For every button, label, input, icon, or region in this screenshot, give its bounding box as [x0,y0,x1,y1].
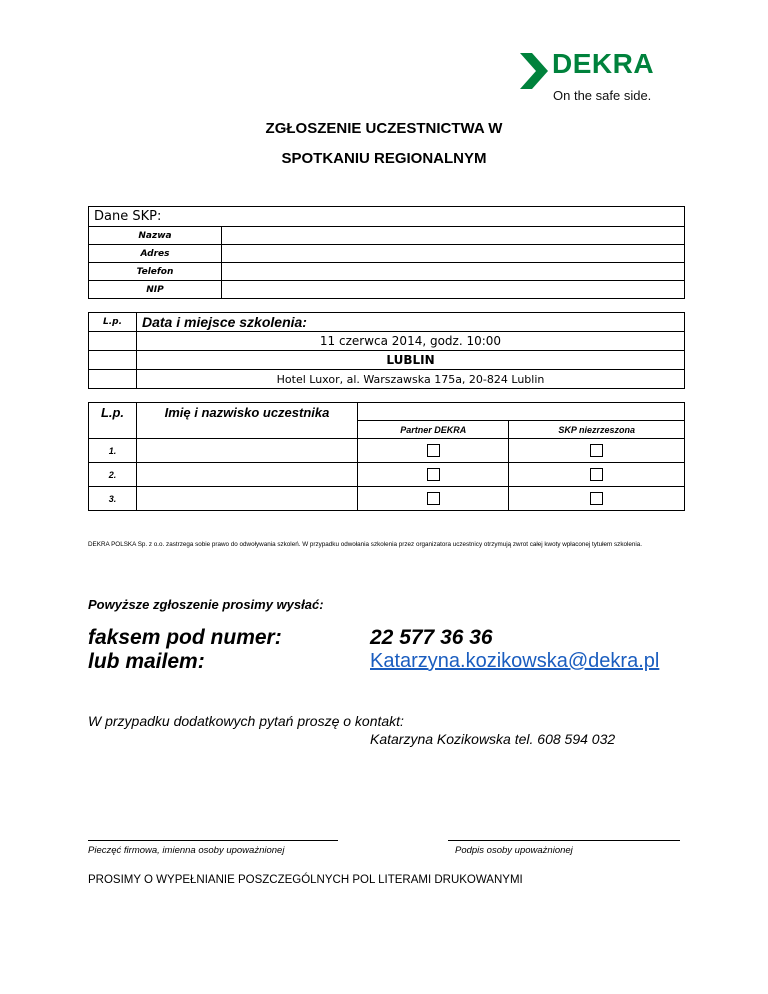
col-partner-dekra: Partner DEKRA [358,421,509,439]
contact-question: W przypadku dodatkowych pytań proszę o kontakt: [88,713,404,729]
skp-nazwa-field[interactable] [222,227,685,245]
row-number: 3. [89,487,137,511]
participant-name-field[interactable] [137,439,358,463]
training-table [88,312,685,389]
email-link[interactable]: Katarzyna.kozikowska@dekra.pl [370,650,660,672]
skp-nip-field[interactable] [222,281,685,299]
fax-label: faksem pod numer: [88,626,282,649]
skp-label-telefon: Telefon [89,263,222,281]
skp-heading: Dane SKP: [89,207,685,227]
logo-text: DEKRA [552,48,655,79]
row-number: 1. [89,439,137,463]
skp-niezrzeszona-checkbox[interactable] [590,444,603,457]
participants-name-label: Imię i nazwisko uczestnika [137,403,358,439]
send-label: Powyższe zgłoszenie prosimy wysłać: [88,597,324,612]
page-title-line2: SPOTKANIU REGIONALNYM [281,150,487,167]
skp-label-adres: Adres [89,245,222,263]
skp-label-nazwa: Nazwa [89,227,222,245]
col-skp-niezrzeszona: SKP niezrzeszona [509,421,685,439]
row-number: 2. [89,463,137,487]
training-address: Hotel Luxor, al. Warszawska 175a, 20-824 Lublin [137,370,685,389]
participants-table [88,402,685,511]
skp-telefon-field[interactable] [222,263,685,281]
partner-dekra-checkbox[interactable] [427,492,440,505]
skp-niezrzeszona-checkbox[interactable] [590,492,603,505]
partner-dekra-checkbox[interactable] [427,444,440,457]
skp-niezrzeszona-checkbox[interactable] [590,468,603,481]
mail-label: lub mailem: [88,650,205,673]
partner-dekra-checkbox[interactable] [427,468,440,481]
sign-caption: Podpis osoby upoważnionej [455,845,573,856]
sign-signature-line [448,840,680,841]
training-city: LUBLIN [137,351,685,370]
stamp-caption: Pieczęć firmowa, imienna osoby upoważnionej [88,845,285,856]
participant-name-field[interactable] [137,463,358,487]
skp-label-nip: NIP [89,281,222,299]
contact-person: Katarzyna Kozikowska tel. 608 594 032 [370,731,616,747]
training-date: 11 czerwca 2014, godz. 10:00 [137,332,685,351]
fax-number: 22 577 36 36 [370,626,493,649]
logo-tagline: On the safe side. [553,88,652,103]
participants-lp-label: L.p. [89,403,137,439]
stamp-signature-line [88,840,338,841]
training-lp-label: L.p. [89,313,137,332]
page-title-line1: ZGŁOSZENIE UCZESTNICTWA W [265,120,503,137]
disclaimer-text: DEKRA POLSKA Sp. z o.o. zastrzega sobie prawo do odwoływania szkoleń. W przypadku odwołania szkolenia przez organizatora uczestnicy otrzymują zwrot całej kwoty wpłaconej tytułem szkolenia. [88,541,643,548]
training-heading: Data i miejsce szkolenia: [137,313,685,332]
participant-name-field[interactable] [137,487,358,511]
skp-table [88,206,685,299]
footer-instruction: PROSIMY O WYPEŁNIANIE POSZCZEGÓLNYCH POL LITERAMI DRUKOWANYMI [88,874,523,886]
skp-adres-field[interactable] [222,245,685,263]
